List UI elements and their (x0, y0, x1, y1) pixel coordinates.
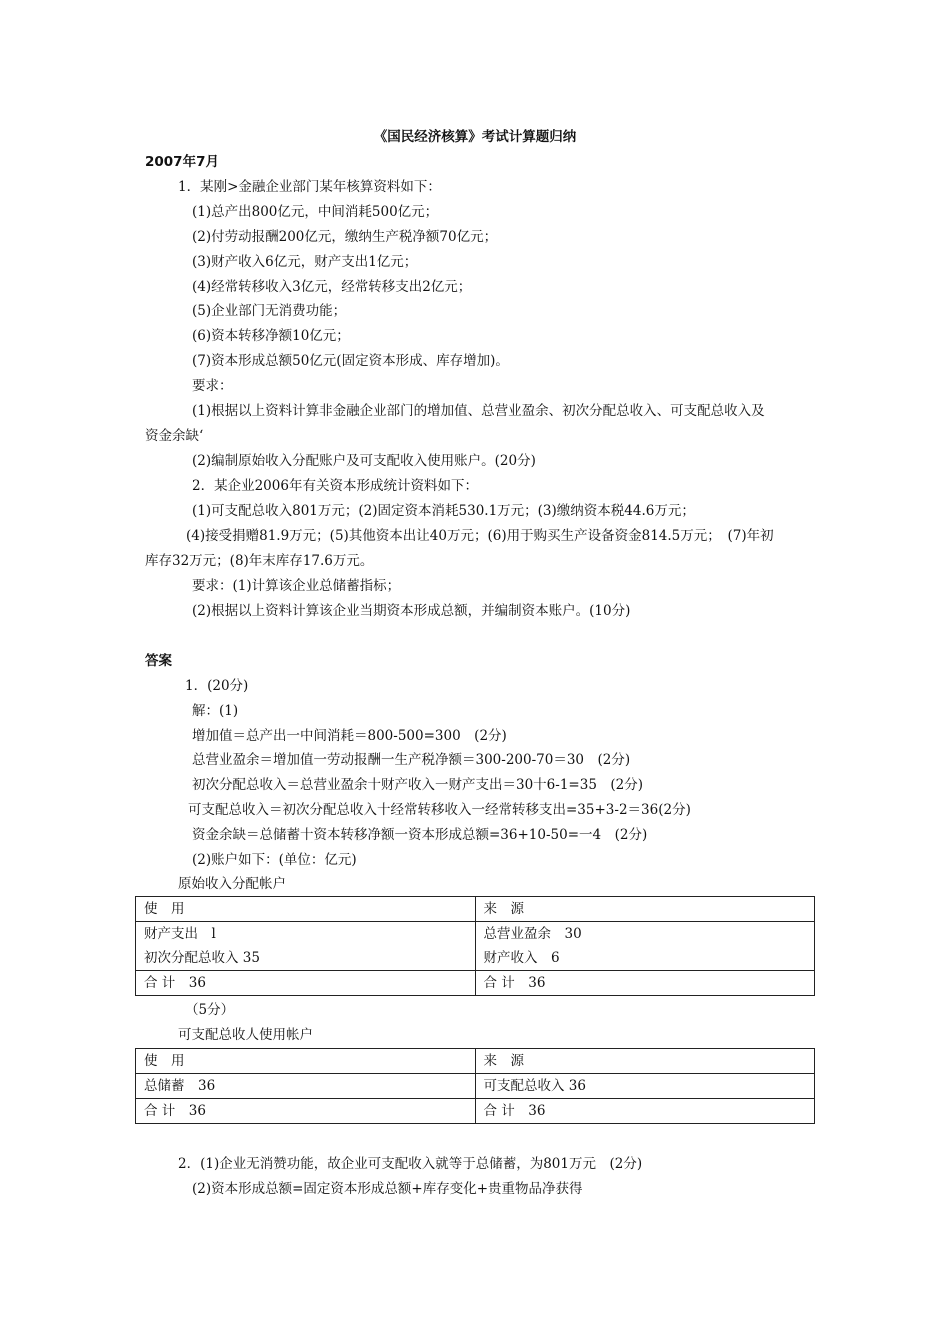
q2-requirement-2: (2)根据以上资料计算该企业当期资本形成总额，并编制资本账户。(10分) (192, 603, 631, 619)
header-use: 使 用 (136, 897, 476, 922)
q1-requirement-label: 要求： (192, 378, 233, 394)
use-entry: 总储蓄 36 (136, 1074, 476, 1099)
source-entry: 总营业盈余 30 (483, 926, 582, 942)
header-source: 来 源 (475, 897, 815, 922)
q1-requirement-1: (1)根据以上资料计算非金融企业部门的增加值、总营业盈余、初次分配总收入、可支配总收入及 (192, 403, 765, 419)
table-1-caption: 原始收入分配帐户 (178, 876, 286, 892)
answer-1-solve: 解：(1) (192, 703, 239, 719)
use-entry: 财产支出 l (144, 926, 216, 942)
q2-data-line-1: (1)可支配总收入801万元；(2)固定资本消耗530.1万元；(3)缴纳资本税44.6万元； (192, 503, 695, 519)
q1-item: (1)总产出800亿元，中间消耗500亿元； (192, 204, 439, 220)
table-row (136, 1074, 815, 1099)
source-total: 合 计 36 (475, 971, 815, 996)
q2-data-line-2: (4)接受捐赠81.9万元；(5)其他资本出让40万元；(6)用于购买生产设备资金814.5万元； (7)年初 (186, 528, 774, 544)
table-total-row (136, 1099, 815, 1124)
document-title: 《国民经济核算》考试计算题归纳 (373, 129, 577, 145)
table-header-row (136, 897, 815, 922)
table-header-row (136, 1049, 815, 1074)
header-source: 来 源 (475, 1049, 815, 1074)
source-entry: 财产收入 6 (483, 950, 560, 966)
answer-calc-line: 总营业盈余＝增加值一劳动报酬一生产税净额＝300-200-70＝30 (2分) (192, 752, 631, 768)
q1-requirement-1-cont: 资金余缺‘ (145, 428, 204, 444)
answer-2-line-2: (2)资本形成总额=固定资本形成总额+库存变化+贵重物品净获得 (192, 1181, 583, 1197)
q1-item: (3)财产收入6亿元，财产支出1亿元； (192, 254, 418, 270)
use-total: 合 计 36 (136, 1099, 476, 1124)
answer-1-heading: 1．(20分) (185, 678, 249, 694)
primary-income-account-table (135, 896, 815, 996)
table-1-score: （5分） (185, 1002, 235, 1018)
table-total-row (136, 971, 815, 996)
q1-item: (6)资本转移净额10亿元； (192, 328, 350, 344)
answer-calc-line: 可支配总收入＝初次分配总收入十经常转移收入一经常转移支出=35+3-2＝36(2分) (188, 802, 691, 818)
q1-item: (4)经常转移收入3亿元，经常转移支出2亿元； (192, 279, 472, 295)
answers-heading: 答案 (145, 653, 172, 669)
q2-requirement-1: 要求：(1)计算该企业总储蓄指标； (192, 578, 401, 594)
q1-intro: 1．某刚>金融企业部门某年核算资料如下： (178, 179, 441, 195)
account-note: (2)账户如下：(单位：亿元) (192, 852, 357, 868)
q1-item: (5)企业部门无消费功能； (192, 303, 347, 319)
use-entry: 初次分配总收入 35 (144, 950, 260, 966)
q2-intro: 2．某企业2006年有关资本形成统计资料如下： (192, 478, 478, 494)
answer-calc-line: 增加值＝总产出一中间消耗＝800-500=300 (2分) (192, 728, 507, 744)
answer-calc-line: 初次分配总收入＝总营业盈余十财产收入一财产支出＝30十6-1=35 (2分) (192, 777, 644, 793)
table-row (136, 922, 815, 971)
document-date: 2007年7月 (145, 154, 219, 170)
answer-calc-line: 资金余缺＝总储蓄十资本转移净额一资本形成总额=36+10-50=一4 (2分) (192, 827, 648, 843)
source-entry: 可支配总收入 36 (475, 1074, 815, 1099)
q2-data-line-2-cont: 库存32万元；(8)年末库存17.6万元。 (145, 553, 374, 569)
source-total: 合 计 36 (475, 1099, 815, 1124)
table-2-caption: 可支配总收人使用帐户 (178, 1027, 313, 1043)
use-total: 合 计 36 (136, 971, 476, 996)
source-cell (475, 922, 815, 971)
disposable-income-account-table (135, 1048, 815, 1124)
use-cell (136, 922, 476, 971)
q1-item: (2)付劳动报酬200亿元，缴纳生产税净额70亿元； (192, 229, 498, 245)
q1-requirement-2: (2)编制原始收入分配账户及可支配收入使用账户。(20分) (192, 453, 536, 469)
q1-item: (7)资本形成总额50亿元(固定资本形成、库存增加)。 (192, 353, 509, 369)
answer-2-line-1: 2．(1)企业无消赞功能，故企业可支配收入就等于总储蓄，为801万元 (2分) (178, 1156, 643, 1172)
header-use: 使 用 (136, 1049, 476, 1074)
